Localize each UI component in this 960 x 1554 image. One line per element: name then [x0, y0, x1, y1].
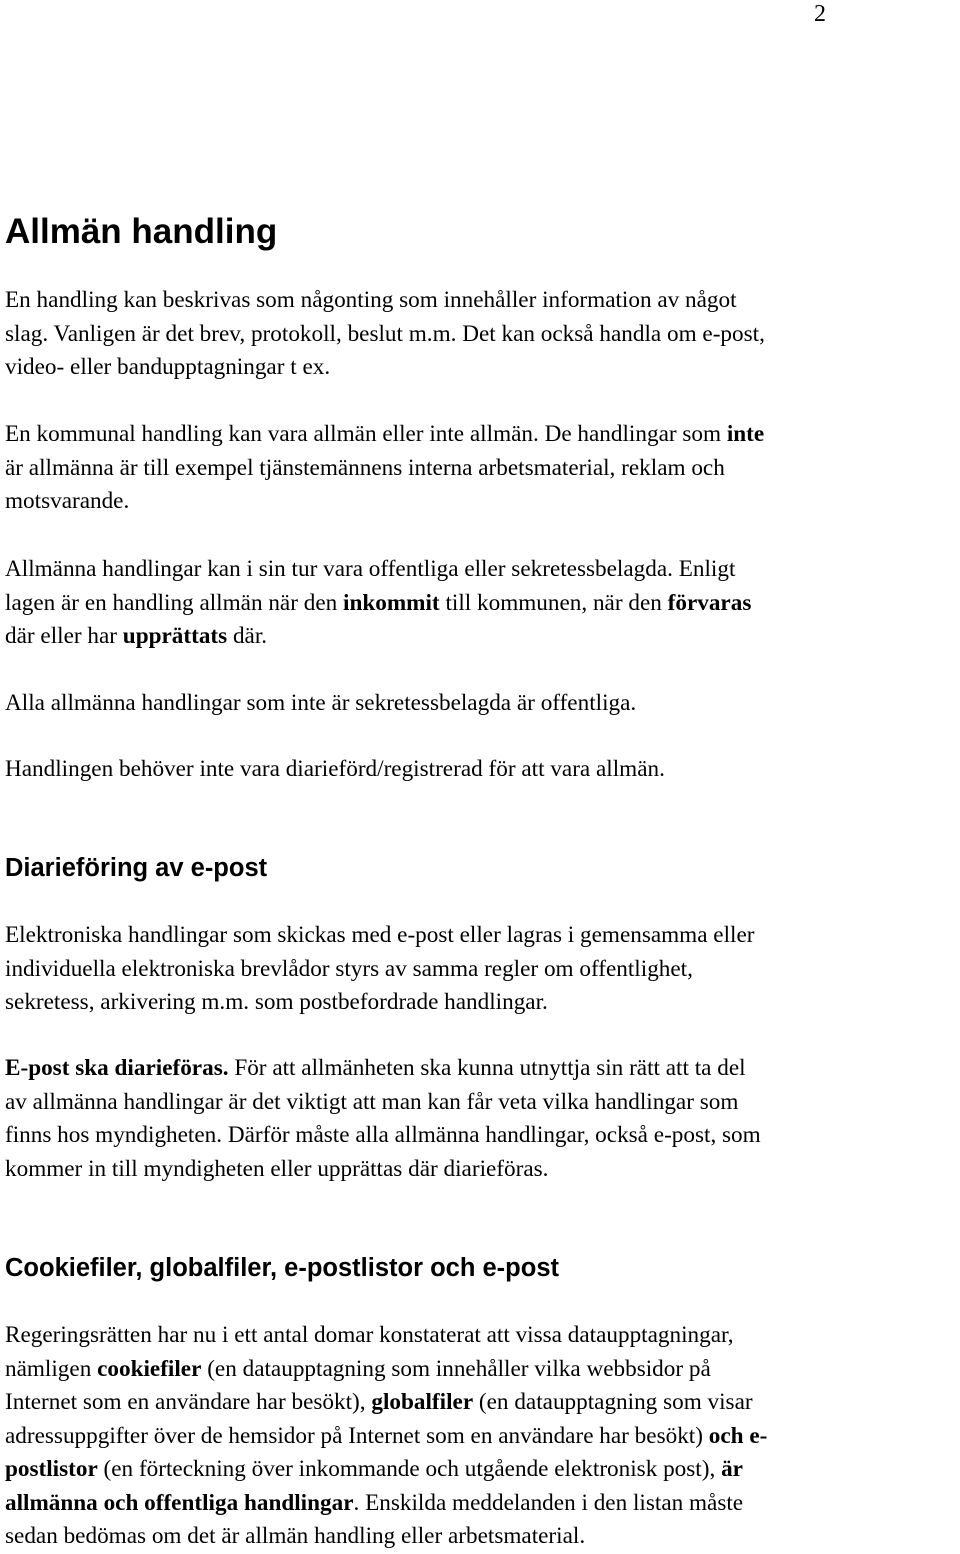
paragraph-kommunal-handling: [5, 418, 955, 519]
paragraph-definition: [5, 284, 955, 385]
paragraph-offentliga: Alla allmänna handlingar som inte är sekretessbelagda är offentliga.: [5, 690, 637, 716]
text-line: video- eller bandupptagningar t ex.: [5, 354, 331, 380]
text-line: individuella elektroniska brevlådor styrs av samma regler om offentlighet,: [5, 955, 693, 982]
text-line: nämligen: [5, 1355, 98, 1382]
bold-text: inkommit: [343, 589, 440, 616]
text-line: En kommunal handling kan vara allmän eller inte allmän. De handlingar som: [5, 421, 727, 447]
text-line: är allmänna är till exempel tjänstemännens interna arbetsmaterial, reklam och: [5, 454, 725, 481]
section-heading-cookiefiler: Cookiefiler, globalfiler, e-postlistor och e-post: [5, 1254, 560, 1282]
section-heading-diareforing: Diarieföring av e-post: [5, 854, 268, 882]
text-line: finns hos myndigheten. Därför måste alla allmänna handlingar, också e-post, som: [5, 1122, 761, 1148]
bold-text: globalfiler: [371, 1389, 474, 1415]
text-line: där eller har: [5, 623, 123, 649]
text-line: . Enskilda meddelanden i den listan måste: [353, 1489, 744, 1516]
text-line: kommer in till myndigheten eller upprättas där diarieföras.: [5, 1155, 549, 1182]
text-line: Regeringsrätten har nu i ett antal domar konstaterat att vissa dataupptagningar,: [5, 1322, 734, 1348]
page-number: 2: [814, 1, 826, 27]
paragraph-offentliga-sekretess: [5, 553, 955, 654]
bold-text: E-post ska diarieföras.: [5, 1055, 229, 1081]
text-line: Internet som en användare har besökt),: [5, 1389, 372, 1415]
text-line: Allmänna handlingar kan i sin tur vara offentliga eller sekretessbelagda. Enligt: [5, 556, 736, 582]
text-line: där.: [227, 623, 268, 649]
bold-text: cookiefiler: [97, 1355, 202, 1382]
text-line: För att allmänheten ska kunna utnyttja sin rätt att ta del: [228, 1055, 746, 1081]
text-line: adressuppgifter över de hemsidor på Internet som en användare har besökt): [5, 1422, 709, 1449]
bold-text: postlistor: [5, 1456, 98, 1482]
text-line: (en dataupptagning som visar: [473, 1389, 753, 1415]
text-line: sedan bedömas om det är allmän handling eller arbetsmaterial.: [5, 1523, 586, 1549]
bold-text: allmänna och offentliga handlingar: [5, 1489, 354, 1516]
text-line: En handling kan beskrivas som någonting som innehåller information av något: [5, 287, 737, 313]
bold-text: förvaras: [667, 589, 752, 616]
section-heading-allman-handling: Allmän handling: [5, 212, 278, 251]
text-line: (en förteckning över inkommande och utgående elektronisk post),: [97, 1456, 722, 1482]
text-line: slag. Vanligen är det brev, protokoll, beslut m.m. Det kan också handla om e-post,: [5, 320, 765, 347]
bold-text: och e-: [708, 1422, 768, 1449]
paragraph-elektroniska-handlingar: [5, 919, 955, 1020]
text-line: sekretess, arkivering m.m. som postbefordrade handlingar.: [5, 989, 548, 1015]
paragraph-diariefordhet: Handlingen behöver inte vara diarieförd/registrerad för att vara allmän.: [5, 756, 665, 782]
text-line: lagen är en handling allmän när den: [5, 589, 344, 616]
bold-text: upprättats: [122, 623, 228, 649]
paragraph-epost-diarieforas: [5, 1052, 955, 1186]
text-line: till kommunen, när den: [439, 589, 668, 616]
paragraph-regeringsratten: [5, 1319, 955, 1554]
text-line: (en dataupptagning som innehåller vilka webbsidor på: [201, 1355, 711, 1382]
text-line: av allmänna handlingar är det viktigt att man kan får veta vilka handlingar som: [5, 1088, 739, 1115]
text-line: motsvarande.: [5, 488, 130, 514]
text-line: Elektroniska handlingar som skickas med e-post eller lagras i gemensamma eller: [5, 922, 755, 948]
bold-text: inte: [726, 421, 765, 447]
bold-text: är: [721, 1456, 743, 1482]
